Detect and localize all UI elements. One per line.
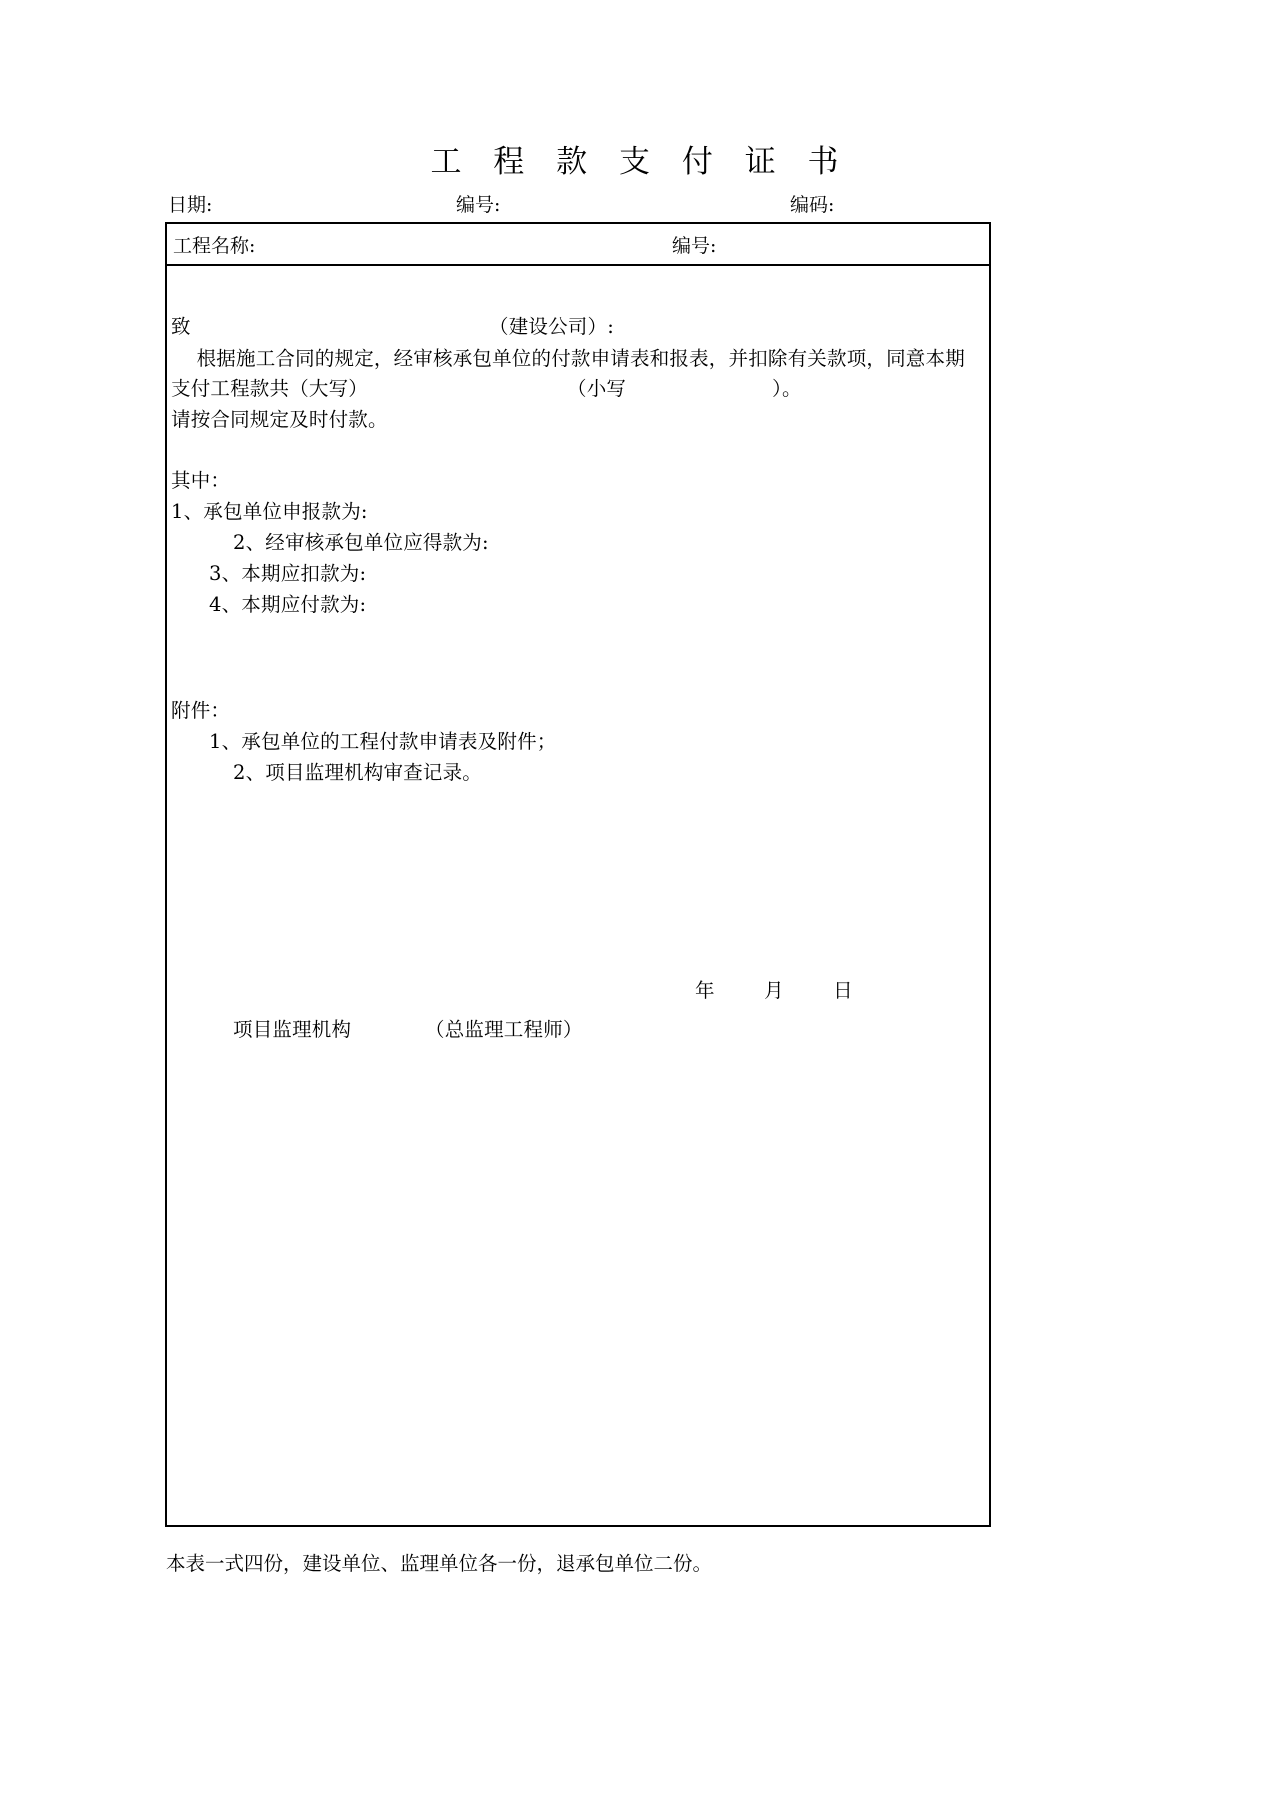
table-body-cell — [167, 266, 989, 1525]
body-paragraph-3: 请按合同规定及时付款。 — [171, 408, 388, 431]
code-label: 编码: — [790, 194, 835, 216]
breakdown-item-2: 2、经审核承包单位应得款为: — [233, 531, 489, 554]
project-name-label: 工程名称: — [173, 235, 256, 257]
header-meta-row — [168, 190, 994, 218]
attachment-item-2: 2、项目监理机构审查记录。 — [233, 761, 483, 784]
signature-date-line: 年 月 日 — [695, 979, 853, 1002]
certificate-table — [165, 222, 991, 1527]
page-title: 工 程 款 支 付 证 书 — [430, 144, 850, 180]
addressee-company: （建设公司）: — [489, 315, 614, 338]
signature-engineer-label: （总监理工程师） — [425, 1018, 583, 1041]
amount-in-figures-label: （小写 — [567, 377, 627, 400]
breakdown-item-4: 4、本期应付款为: — [209, 593, 367, 616]
breakdown-item-3: 3、本期应扣款为: — [209, 562, 367, 585]
addressee-label: 致 — [171, 315, 191, 338]
breakdown-label: 其中： — [171, 469, 231, 492]
date-label: 日期: — [168, 194, 213, 216]
amount-in-words-label: 支付工程款共（大写） — [171, 377, 369, 400]
attachment-label: 附件： — [171, 699, 231, 722]
footer-note: 本表一式四份，建设单位、监理单位各一份，退承包单位二份。 — [166, 1552, 713, 1575]
attachment-item-1: 1、承包单位的工程付款申请表及附件； — [209, 730, 557, 753]
breakdown-item-1: 1、承包单位申报款为: — [171, 500, 368, 523]
table-header-row — [167, 224, 989, 266]
project-number-label: 编号: — [672, 235, 717, 257]
serial-number-label: 编号: — [456, 194, 501, 216]
amount-closing-paren: ）。 — [772, 377, 802, 400]
signature-organization-label: 项目监理机构 — [233, 1018, 352, 1041]
body-paragraph-1: 根据施工合同的规定，经审核承包单位的付款申请表和报表，并扣除有关款项，同意本期 — [171, 347, 965, 370]
